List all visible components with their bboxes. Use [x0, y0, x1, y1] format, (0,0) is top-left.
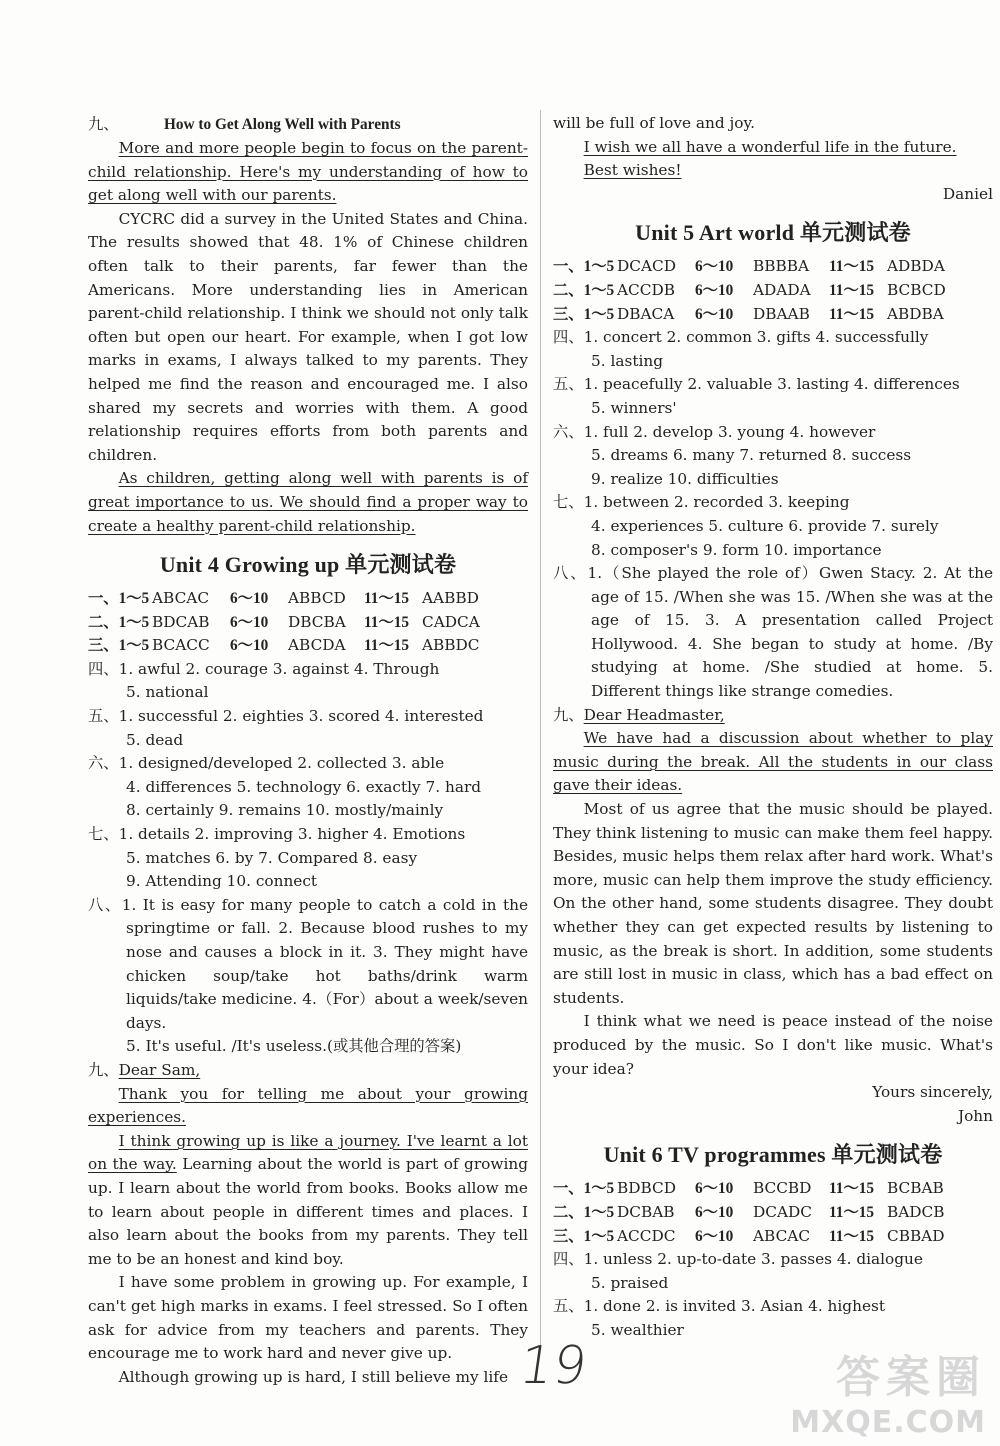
mc-answers: DCBAB: [617, 1202, 675, 1221]
unit5-s7-line1: 七、1. between 2. recorded 3. keeping: [553, 493, 850, 512]
mc-range: 6～10: [230, 613, 269, 631]
unit5-s6-line3: 9. realize 10. difficulties: [591, 469, 779, 488]
mc-row: [553, 303, 993, 327]
mc-row: [553, 255, 993, 279]
unit4-s4-line1: 四、1. awful 2. courage 3. against 4. Through: [88, 659, 440, 678]
watermark-url: MXQE.COM: [790, 1405, 986, 1440]
unit5-s8-answers: 八、1.（She played the role of）Gwen Stacy. 2. At the age of 15. /When she was 15. /When she was at the age of 15. 3. A presentation called Project Hollywood. 4. She began to study at home. /By studying at home. /She studied at home. 5. Different things like strange comedies.: [553, 564, 993, 701]
unit5-s7-line3: 8. composer's 9. form 10. importance: [591, 540, 882, 559]
unit6-title: Unit 6 TV programmes 单元测试卷: [603, 1142, 943, 1168]
mc-range: 6～10: [695, 1227, 734, 1245]
mc-range: 6～10: [695, 1180, 734, 1198]
unit4-s9-paragraph-3: I have some problem in growing up. For example, I can't get high marks in exams. I feel stressed. So I often ask for advice from my teachers and parents. They encourage me to work hard and never give up.: [88, 1273, 528, 1363]
mc-range: 11～15: [829, 258, 875, 276]
mc-label: 一、1～5: [88, 590, 150, 608]
essay9-heading: [88, 112, 528, 137]
mc-row: [88, 611, 528, 635]
mc-answers: DBCBA: [288, 612, 346, 631]
unit6-s5-line1: 五、1. done 2. is invited 3. Asian 4. highest: [553, 1297, 885, 1316]
unit4-s6-line1: 六、1. designed/developed 2. collected 3. able: [88, 754, 445, 773]
mc-answers: BCACC: [152, 636, 210, 655]
mc-answers: DCACD: [617, 257, 676, 276]
unit4-s9-paragraph-1: Thank you for telling me about your growing experiences.: [88, 1084, 528, 1127]
unit4-s9-label: 九、: [88, 1060, 119, 1079]
mc-answers: DBACA: [617, 304, 675, 323]
essay9-paragraph-2: CYCRC did a survey in the United States and China. The results showed that 48. 1% of Chinese children often talk to their parents, far fewer than the Americans. More understanding lies in American parent-child relationship. I think we should not only talk often but open our heart. For example, when I got low marks in exams, I always talked to my parents. They helped me find the reason and encouraged me. I also shared my secrets and worries with them. A good relationship requires efforts from both parents and children.: [88, 209, 528, 464]
essay9-title: How to Get Along Well with Parents: [164, 116, 401, 133]
continued-line-1: will be full of love and joy.: [553, 114, 755, 132]
left-column: [88, 112, 528, 1389]
mc-answers: ADBDA: [887, 257, 945, 276]
mc-row: [553, 279, 993, 303]
mc-answers: BADCB: [887, 1202, 945, 1221]
unit5-s9-paragraph-3: I think what we need is peace instead of the noise produced by the music. So I don't like music. What's your idea?: [553, 1012, 993, 1078]
mc-answers: ABDBA: [887, 304, 944, 323]
unit4-mc-answers: [88, 587, 528, 658]
mc-row: [88, 587, 528, 611]
unit6-s4-line1: 四、1. unless 2. up-to-date 3. passes 4. dialogue: [553, 1250, 923, 1269]
unit5-s5-line1: 五、1. peacefully 2. valuable 3. lasting 4. differences: [553, 375, 960, 394]
mc-range: 11～15: [364, 613, 410, 631]
unit4-s9-paragraph-2-body: Learning about the world is part of growing up. I learn about the world from books. Books allow me to learn about people in different times and places. I also learn about the books from my parents. They tell me to be an honest and kind boy.: [88, 1155, 528, 1268]
mc-answers: ACCDB: [617, 280, 675, 299]
closing-name: John: [957, 1106, 993, 1125]
unit5-s7-line2: 4. experiences 5. culture 6. provide 7. surely: [591, 516, 939, 535]
essay9-paragraph-1: More and more people begin to focus on the parent-child relationship. Here's my understanding of how to get along well with our parents.: [88, 139, 528, 205]
mc-row: [553, 1225, 993, 1249]
unit5-mc-answers: [553, 255, 993, 326]
unit4-s9-greeting-line: [88, 1059, 528, 1083]
unit4-s9-greeting: Dear Sam,: [118, 1060, 201, 1079]
mc-answers: CADCA: [422, 612, 480, 631]
unit4-s7-line3: 9. Attending 10. connect: [126, 872, 318, 891]
unit4-title: Unit 4 Growing up 单元测试卷: [159, 552, 457, 578]
mc-label: 三、1～5: [88, 637, 150, 655]
mc-range: 6～10: [695, 281, 734, 299]
essay9-paragraph-3: As children, getting along well with parents is of great importance to us. We should find a proper way to create a healthy parent-child relationship.: [88, 469, 528, 535]
unit4-s6-line3: 8. certainly 9. remains 10. mostly/mainly: [126, 801, 444, 820]
mc-answers: ABBCD: [288, 589, 346, 608]
mc-answers: AABBD: [422, 589, 479, 608]
unit5-s9-greeting-line: [553, 704, 993, 728]
mc-range: 11～15: [364, 637, 410, 655]
page-number: 19: [515, 1336, 591, 1396]
unit6-s5-line2: 5. wealthier: [591, 1320, 684, 1339]
unit4-s5-line2: 5. dead: [126, 730, 184, 749]
unit5-s4-line1: 四、1. concert 2. common 3. gifts 4. successfully: [553, 328, 929, 347]
mc-answers: DBAAB: [753, 304, 810, 323]
mc-label: 二、1～5: [88, 613, 150, 631]
mc-label: 三、1～5: [553, 1227, 615, 1245]
unit5-s9-label: 九、: [553, 705, 584, 724]
mc-row: [553, 1201, 993, 1225]
mc-answers: ABCAC: [152, 589, 210, 608]
mc-answers: BDBCD: [617, 1179, 676, 1198]
signature: Daniel: [942, 184, 993, 203]
mc-label: 一、1～5: [553, 1180, 615, 1198]
unit4-s4-line2: 5. national: [126, 683, 209, 702]
unit4-s7-line2: 5. matches 6. by 7. Compared 8. easy: [126, 848, 418, 867]
unit5-s9-paragraph-2: Most of us agree that the music should be played. They think listening to music can make them feel happy. Besides, music helps them relax after hard work. What's more, music can help them improve the study efficiency. On the other hand, some students disagree. They doubt whether they can get expected results by listening to music, as the break is short. In addition, some students are still lost in music in class, which has a bad effect on students.: [553, 800, 993, 1007]
mc-answers: ADADA: [753, 280, 811, 299]
unit6-s4-line2: 5. praised: [591, 1273, 669, 1292]
mc-answers: BCBCD: [887, 280, 946, 299]
mc-answers: DCADC: [753, 1202, 812, 1221]
mc-range: 6～10: [230, 637, 269, 655]
mc-row: [553, 1177, 993, 1201]
unit5-s4-line2: 5. lasting: [591, 351, 664, 370]
continued-line-3: Best wishes!: [583, 161, 682, 180]
right-column: [553, 112, 993, 1343]
unit5-s6-line2: 5. dreams 6. many 7. returned 8. success: [591, 446, 912, 465]
mc-range: 11～15: [829, 281, 875, 299]
mc-label: 二、1～5: [553, 281, 615, 299]
unit4-s6-line2: 4. differences 5. technology 6. exactly 7. hard: [126, 777, 482, 796]
mc-answers: BDCAB: [152, 612, 210, 631]
mc-range: 6～10: [695, 258, 734, 276]
mc-label: 二、1～5: [553, 1203, 615, 1221]
mc-range: 11～15: [829, 305, 875, 323]
mc-answers: ACCDC: [617, 1226, 676, 1245]
closing: Yours sincerely,: [872, 1083, 993, 1102]
unit6-mc-answers: [553, 1177, 993, 1248]
mc-range: 11～15: [829, 1180, 875, 1198]
mc-row: [88, 634, 528, 658]
unit5-s9-paragraph-1: We have had a discussion about whether to play music during the break. All the students in our class gave their ideas.: [553, 729, 993, 795]
unit5-s5-line2: 5. winners': [591, 398, 677, 417]
watermark-logo-text: 答案圈: [836, 1352, 986, 1403]
mc-label: 一、1～5: [553, 258, 615, 276]
unit4-s7-line1: 七、1. details 2. improving 3. higher 4. Emotions: [88, 825, 466, 844]
unit4-s9-topic-sentence: I think growing up is like a journey. I've learnt a lot on the way.: [88, 1131, 528, 1174]
watermark: [790, 1341, 986, 1440]
essay9-label: 九、: [88, 115, 119, 133]
mc-range: 6～10: [695, 1203, 734, 1221]
unit4-s9-paragraph-4: Although growing up is hard, I still believe my life: [118, 1367, 509, 1386]
mc-label: 三、1～5: [553, 305, 615, 323]
mc-range: 11～15: [829, 1203, 875, 1221]
mc-range: 11～15: [829, 1227, 875, 1245]
continued-line-2: I wish we all have a wonderful life in the future.: [583, 137, 957, 156]
mc-range: 6～10: [695, 305, 734, 323]
mc-answers: BBBBA: [753, 257, 810, 276]
unit5-s6-line1: 六、1. full 2. develop 3. young 4. however: [553, 422, 876, 441]
unit5-title: Unit 5 Art world 单元测试卷: [635, 220, 911, 246]
unit4-s9-paragraph-2: [88, 1130, 528, 1272]
mc-range: 11～15: [364, 590, 410, 608]
mc-answers: ABBDC: [422, 636, 480, 655]
mc-answers: ABCAC: [753, 1226, 811, 1245]
unit4-s8-line5: 5. It's useful. /It's useless.(或其他合理的答案): [126, 1037, 462, 1056]
mc-answers: CBBAD: [887, 1226, 945, 1245]
unit5-s9-greeting: Dear Headmaster,: [583, 705, 725, 724]
mc-answers: BCCBD: [753, 1179, 812, 1198]
unit4-s8-answers: 八、1. It is easy for many people to catch a cold in the springtime or fall. 2. Because blood rushes to my nose and causes a block in it. 3. They might have chicken soup/take hot baths/drink warm liquids/take medicine. 4.（For）about a week/seven days.: [88, 895, 528, 1032]
mc-answers: ABCDA: [288, 636, 346, 655]
mc-answers: BCBAB: [887, 1179, 944, 1198]
mc-range: 6～10: [230, 590, 269, 608]
unit4-s5-line1: 五、1. successful 2. eighties 3. scored 4. interested: [88, 707, 484, 726]
column-divider: [540, 110, 541, 1350]
